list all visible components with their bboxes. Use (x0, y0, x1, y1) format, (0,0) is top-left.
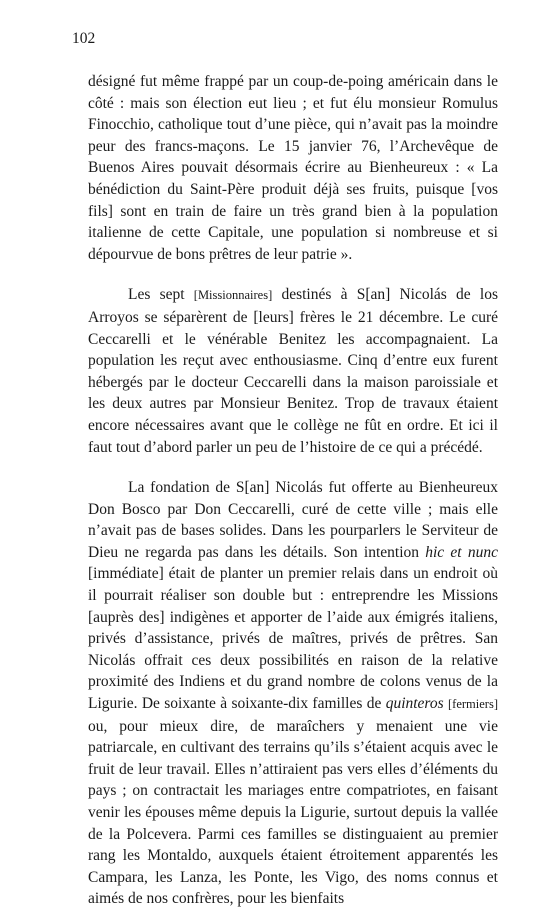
page-number: 102 (72, 30, 96, 47)
paragraph-2 (88, 284, 498, 458)
italic-phrase: hic et nunc (425, 543, 498, 561)
paragraph-1 (88, 71, 498, 265)
text-run: [immédiate] était de planter un premier relais dans un endroit où il pourrait réaliser son double but : entreprendre les Missions [auprès des] indigènes et apporter de l’aide aux émigrés italiens, privés d’assistance, privés de maîtres, privés de prêtres. San Nicolás offrait ces deux possibilités en raison de la relative proximité des Indiens et du grand nombre de colons venus de la Ligurie. De soixante à soixante-dix familles de (88, 565, 498, 713)
bracketed-insertion: [fermiers] (448, 697, 498, 712)
bracketed-insertion: [Missionnaires] (193, 288, 273, 303)
body-text (88, 71, 498, 910)
text-run: ou, pour mieux dire, de maraîchers y menaient une vie patriarcale, en cultivant des terrains qu’ils s’étaient acquis avec le fruit de leur travail. Elles n’attiraient pas vers elles d’éléments du pays ; on contractait les mariages entre compatriotes, en faisant venir les épouses même depuis la Ligurie, surtout depuis la vallée de la Polcevera. Parmi ces familles se distinguaient au premier rang les Montaldo, auxquels étaient étroitement apparentés les Campara, les Lanza, les Ponte, les Vigo, des noms connus et aimés de nos confrères, pour les bienfaits (88, 717, 498, 908)
text-run: La fondation de S[an] Nicolás fut offerte au Bienheureux Don Bosco par Don Ceccarelli, curé de cette ville ; mais elle n’avait pas de bases solides. Dans les pourparlers le Serviteur de Dieu ne regarda pas dans les détails. Son intention (88, 479, 498, 561)
paragraph-3 (88, 477, 498, 910)
italic-phrase: quinteros (385, 695, 444, 713)
text-run: désigné fut même frappé par un coup-de-poing américain dans le côté : mais son élection eut lieu ; et fut élu monsieur Romulus Finocchio, catholique tout d’une pièce, qui n’avait pas la moindre peur des francs-maçons. Le 15 janvier 76, l’Archevêque de Buenos Aires pouvait désormais écrire au Bienheureux : « La bénédiction du Saint-Père produit déjà ses fruits, puisque [vos fils] sont en train de faire un très grand bien à la population italienne de cette Capitale, une population si nombreuse et si dépourvue de bons prêtres de leur patrie ». (88, 73, 498, 263)
text-run: destinés à S[an] Nicolás de los Arroyos se séparèrent de [leurs] frères le 21 décembre. Le curé Ceccarelli et le vénérable Benitez les accompagnaient. La population les reçut avec enthousiasme. Cinq d’entre eux furent hébergés par le docteur Ceccarelli dans la maison paroissiale et les deux autres par Monsieur Benitez. Trop de travaux étaient encore nécessaires avant que le collège ne fût en ordre. Et ici il faut tout d’abord parler un peu de l’histoire de ce qui a précédé. (88, 286, 498, 456)
text-run: Les sept (128, 286, 194, 304)
